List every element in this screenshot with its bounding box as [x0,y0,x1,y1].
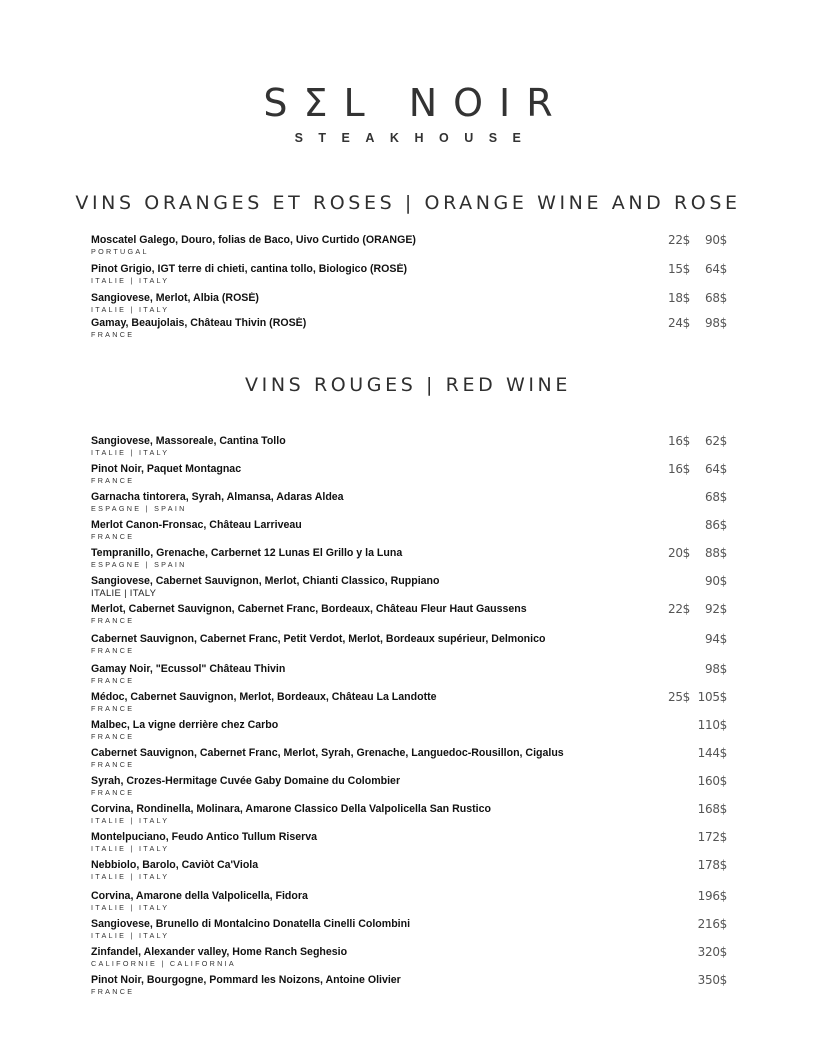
wine-origin: FRANCE [91,760,135,769]
wine-origin: ITALIE | ITALY [91,844,170,853]
wine-name: Pinot Noir, Bourgogne, Pommard les Noizons, Antoine Olivier [91,974,401,986]
wine-name: Montelpuciano, Feudo Antico Tullum Riserva [91,831,318,843]
bottle-price: 320$ [697,945,727,959]
wine-item [91,435,727,457]
bottle-price: 196$ [697,889,727,903]
wine-origin: CALIFORNIE | CALIFORNIA [91,959,237,968]
wine-item [91,831,727,853]
wine-origin: ITALIE | ITALY [91,903,170,912]
wine-item [91,463,727,485]
bottle-price: 68$ [704,490,727,504]
wine-item [91,575,727,600]
bottle-price: 68$ [704,291,727,305]
bottle-price: 110$ [697,718,727,732]
wine-name: Nebbiolo, Barolo, Caviòt Ca'Viola [91,859,259,871]
wine-origin: FRANCE [91,676,135,685]
wine-item [91,519,727,541]
wine-name: Pinot Grigio, IGT terre di chieti, cantina tollo, Biologico (ROSÉ) [91,263,408,275]
wine-name: Médoc, Cabernet Sauvignon, Merlot, Bordeaux, Château La Landotte [91,691,437,703]
wine-item [91,603,727,625]
bottle-price: 168$ [697,802,727,816]
bottle-price: 64$ [704,262,727,276]
glass-price: 22$ [667,602,690,616]
section-title-orange-rose: VINS ORANGES ET ROSES | ORANGE WINE AND ROSE [75,192,741,214]
wine-item [91,859,727,881]
wine-name: Merlot, Cabernet Sauvignon, Cabernet Franc, Bordeaux, Château Fleur Haut Gaussens [91,603,527,615]
wine-name: Sangiovese, Brunello di Montalcino Donatella Cinelli Colombini [91,918,411,930]
wine-origin: FRANCE [91,788,135,797]
bottle-price: 178$ [697,858,727,872]
wine-name: Corvina, Rondinella, Molinara, Amarone Classico Della Valpolicella San Rustico [91,803,491,815]
wine-origin: ESPAGNE | SPAIN [91,504,187,513]
glass-price: 18$ [667,291,690,305]
wine-item [91,803,727,825]
wine-origin: ITALIE | ITALY [91,816,170,825]
wine-name: Sangiovese, Massoreale, Cantina Tollo [91,435,286,447]
glass-price: 24$ [667,316,690,330]
bottle-price: 160$ [697,774,727,788]
bottle-price: 86$ [704,518,727,532]
wine-origin: PORTUGAL [91,247,149,256]
wine-origin: FRANCE [91,704,135,713]
bottle-price: 90$ [704,233,727,247]
wine-origin: FRANCE [91,732,135,741]
wine-name: Tempranillo, Grenache, Carbernet 12 Lunas El Grillo y la Luna [91,547,403,559]
bottle-price: 105$ [697,690,727,704]
bottle-price: 172$ [697,830,727,844]
wine-name: Corvina, Amarone della Valpolicella, Fidora [91,890,308,902]
wine-item [91,547,727,569]
glass-price: 25$ [667,690,690,704]
wine-origin: FRANCE [91,987,135,996]
wine-name: Merlot Canon-Fronsac, Château Larriveau [91,519,302,531]
wine-item [91,775,727,797]
wine-origin: ITALIE | ITALY [91,588,157,599]
wine-origin: FRANCE [91,532,135,541]
bottle-price: 88$ [704,546,727,560]
wine-origin: ITALIE | ITALY [91,305,170,314]
wine-name: Zinfandel, Alexander valley, Home Ranch Seghesio [91,946,348,958]
wine-origin: FRANCE [91,646,135,655]
brand-subtitle: STEAKHOUSE [294,131,537,145]
bottle-price: 98$ [704,662,727,676]
bottle-price: 144$ [697,746,727,760]
wine-origin: ITALIE | ITALY [91,448,170,457]
bottle-price: 64$ [704,462,727,476]
section-title-red-wine: VINS ROUGES | RED WINE [245,374,571,396]
wine-name: Sangiovese, Merlot, Albia (ROSÉ) [91,292,259,304]
wine-item [91,317,727,339]
wine-item [91,663,727,685]
wine-name: Sangiovese, Cabernet Sauvignon, Merlot, Chianti Classico, Ruppiano [91,575,440,587]
wine-origin: FRANCE [91,476,135,485]
wine-name: Gamay, Beaujolais, Château Thivin (ROSÉ) [91,317,307,329]
glass-price: 16$ [667,462,690,476]
wine-item [91,292,727,314]
wine-item [91,491,727,513]
bottle-price: 98$ [704,316,727,330]
wine-item [91,974,727,996]
wine-item [91,747,727,769]
brand-header [0,80,816,145]
wine-item [91,633,727,655]
wine-origin: ITALIE | ITALY [91,931,170,940]
wine-item [91,918,727,940]
wine-origin: FRANCE [91,330,135,339]
wine-item [91,234,727,256]
bottle-price: 350$ [697,973,727,987]
brand-logo-name: SΣL NOIR [263,81,569,125]
glass-price: 20$ [667,546,690,560]
wine-name: Pinot Noir, Paquet Montagnac [91,463,242,475]
wine-name: Moscatel Galego, Douro, folias de Baco, Uivo Curtido (ORANGE) [91,234,416,246]
wine-origin: ESPAGNE | SPAIN [91,560,187,569]
bottle-price: 216$ [697,917,727,931]
bottle-price: 90$ [704,574,727,588]
wine-item [91,719,727,741]
wine-origin: ITALIE | ITALY [91,276,170,285]
bottle-price: 62$ [704,434,727,448]
wine-name: Garnacha tintorera, Syrah, Almansa, Adaras Aldea [91,491,344,503]
wine-name: Cabernet Sauvignon, Cabernet Franc, Merlot, Syrah, Grenache, Languedoc-Rousillon, Cigalus [91,747,564,759]
wine-item [91,263,727,285]
glass-price: 22$ [667,233,690,247]
wine-name: Gamay Noir, "Ecussol" Château Thivin [91,663,286,675]
bottle-price: 94$ [704,632,727,646]
wine-name: Cabernet Sauvignon, Cabernet Franc, Petit Verdot, Merlot, Bordeaux supérieur, Delmonico [91,633,546,645]
wine-origin: FRANCE [91,616,135,625]
wine-item [91,691,727,713]
glass-price: 15$ [667,262,690,276]
wine-name: Syrah, Crozes-Hermitage Cuvée Gaby Domaine du Colombier [91,775,401,787]
bottle-price: 92$ [704,602,727,616]
wine-name: Malbec, La vigne derrière chez Carbo [91,719,279,731]
wine-item [91,890,727,912]
glass-price: 16$ [667,434,690,448]
wine-item [91,946,727,968]
wine-origin: ITALIE | ITALY [91,872,170,881]
